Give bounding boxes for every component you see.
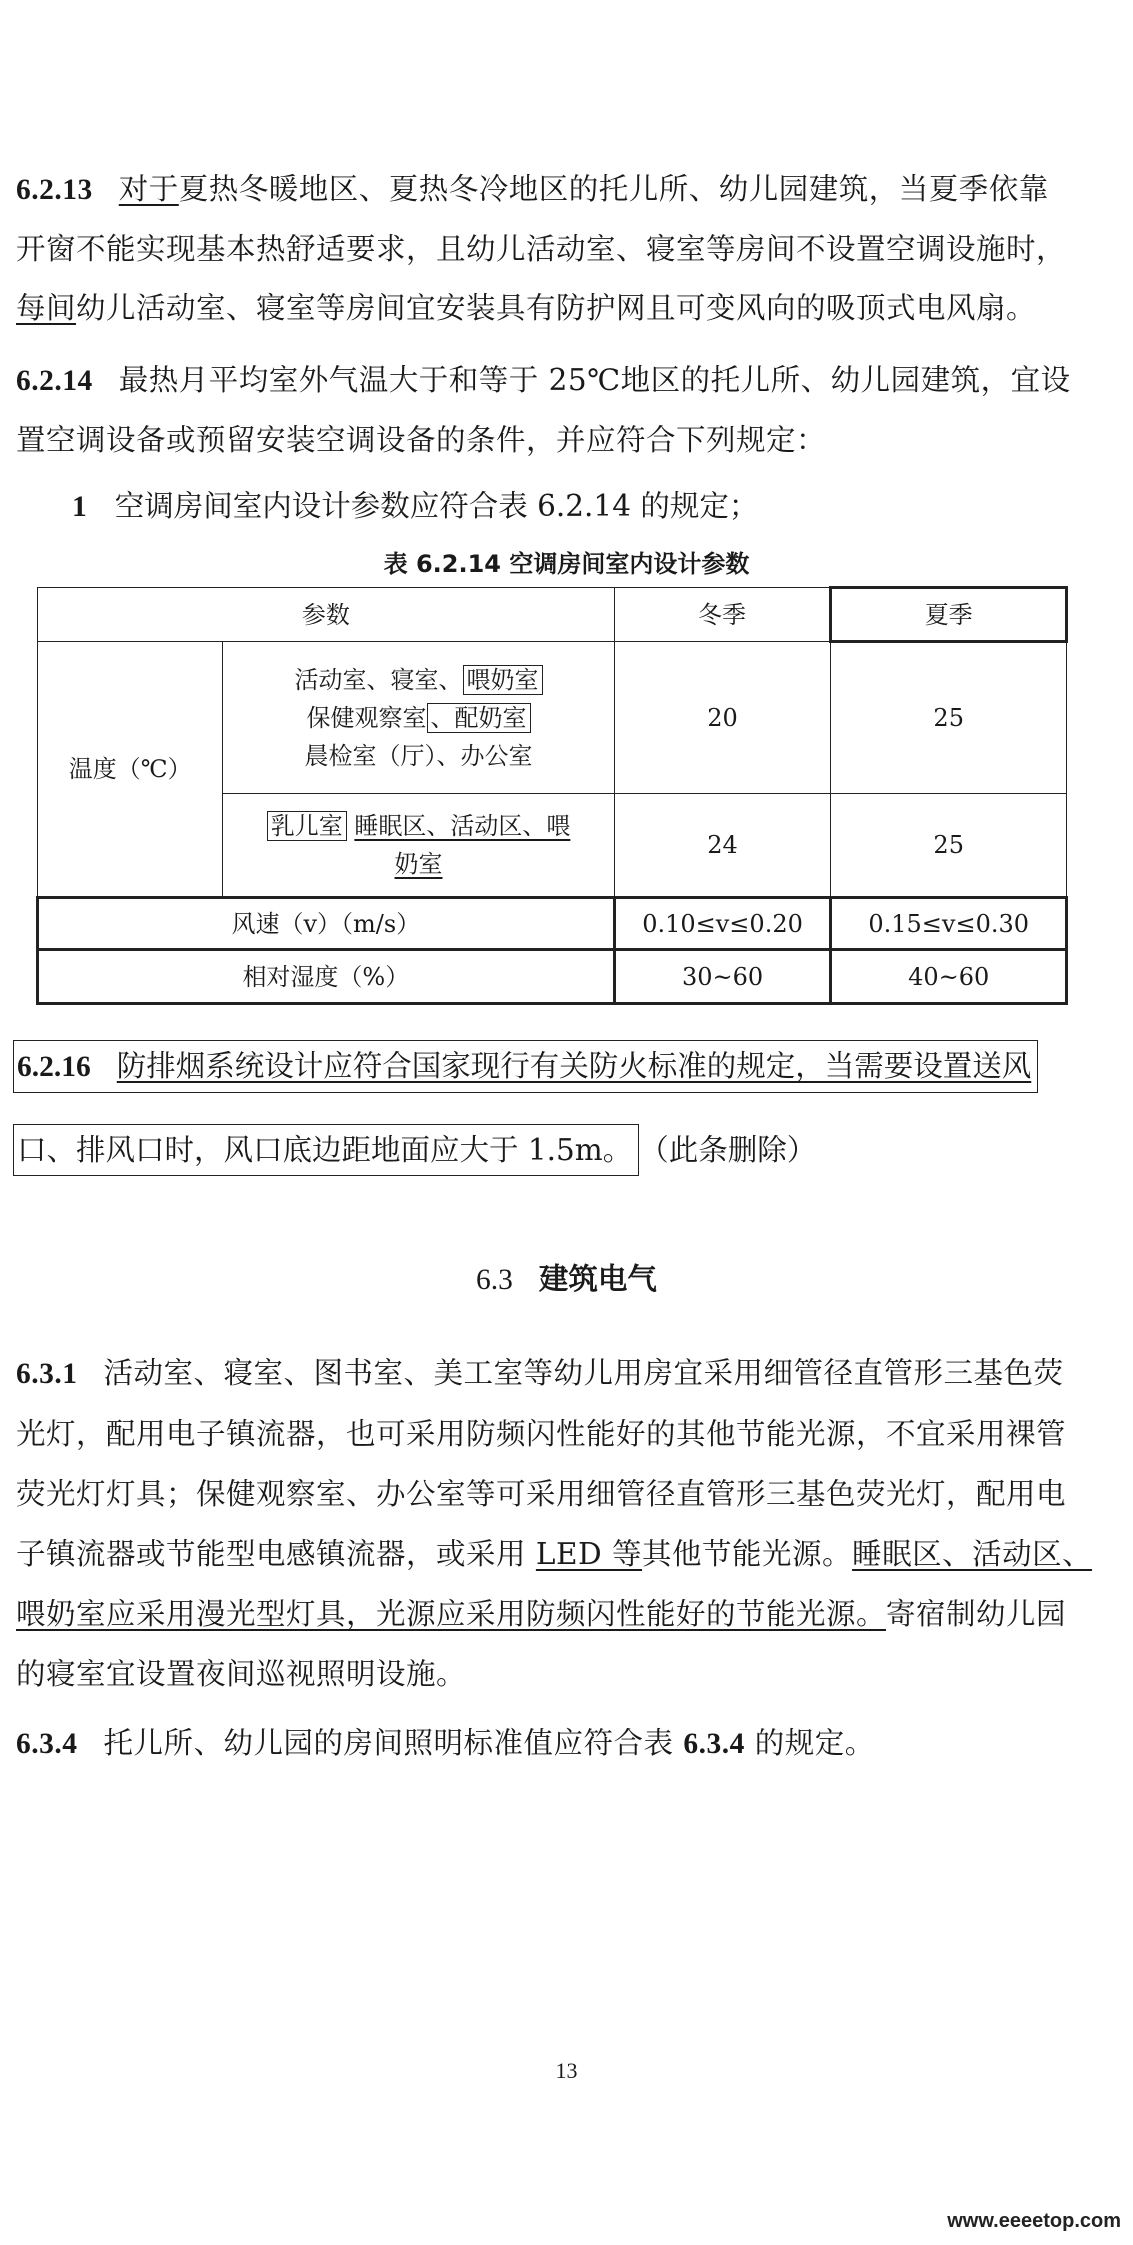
room-group-1 bbox=[223, 642, 614, 794]
temperature-label: 温度（℃） bbox=[38, 642, 223, 898]
design-parameter-table bbox=[36, 586, 1068, 1005]
clause-line: 开窗不能实现基本热舒适要求，且幼儿活动室、寝室等房间不设置空调设施时， bbox=[16, 232, 1067, 266]
header-param: 参数 bbox=[38, 588, 615, 642]
humidity-label: 相对湿度（%） bbox=[38, 950, 615, 1004]
value-summer-temp-2: 25 bbox=[831, 794, 1067, 898]
clause-text: 寄宿制幼儿园 bbox=[886, 1597, 1067, 1631]
clause-text: 托儿所、幼儿园的房间照明标准值应符合表 bbox=[103, 1726, 684, 1760]
clause-6-3-4 bbox=[16, 1714, 1118, 1774]
humidity-summer: 40~60 bbox=[831, 950, 1067, 1004]
clause-item-1 bbox=[72, 483, 758, 530]
boxed-room: 喂奶室 bbox=[463, 665, 543, 695]
room-group-2 bbox=[223, 794, 614, 898]
underlined-text: 对于 bbox=[118, 172, 179, 206]
clause-number: 6.3.1 bbox=[16, 1358, 78, 1390]
section-number: 6.3 bbox=[476, 1264, 513, 1296]
clause-number: 6.2.14 bbox=[16, 365, 93, 397]
boxed-room: 乳儿室 bbox=[267, 811, 347, 841]
clause-text: 子镇流器或节能型电感镇流器，或采用 bbox=[16, 1537, 536, 1571]
underlined-text: 每间 bbox=[16, 291, 77, 325]
underlined-text: 防排烟系统设计应符合国家现行有关防火标准的规定，当需要设置送风 bbox=[116, 1049, 1032, 1083]
clause-line: 置空调设备或预留安装空调设备的条件，并应符合下列规定： bbox=[16, 423, 827, 457]
room-line bbox=[223, 845, 613, 883]
clause-text: 其他节能光源。 bbox=[642, 1537, 853, 1571]
clause-text: 的规定。 bbox=[744, 1726, 875, 1760]
section-title: 建筑电气 bbox=[538, 1261, 657, 1296]
wind-speed-summer: 0.15≤v≤0.30 bbox=[831, 898, 1067, 950]
underlined-room: 睡眠区、活动区、喂 bbox=[354, 812, 571, 840]
room-line bbox=[223, 661, 613, 699]
clause-6-2-16-line2 bbox=[13, 1124, 816, 1176]
clause-text: 最热月平均室外气温大于和等于 25℃地区的托儿所、幼儿园建筑，宜设 bbox=[118, 363, 1071, 397]
clause-line bbox=[16, 279, 1118, 338]
clause-text: 幼儿活动室、寝室等房间宜安装具有防护网且可变风向的吸顶式电风扇。 bbox=[76, 291, 1037, 325]
clause-line: 的寝室宜设置夜间巡视照明设施。 bbox=[16, 1657, 467, 1691]
clause-6-2-14 bbox=[16, 351, 1118, 470]
room-text: 保健观察室 bbox=[306, 703, 427, 732]
section-heading bbox=[0, 1254, 1133, 1305]
deletion-note: （此条删除） bbox=[639, 1133, 817, 1167]
item-number: 1 bbox=[72, 491, 87, 523]
boxed-room: 、配奶室 bbox=[427, 703, 531, 733]
value-summer-temp-1: 25 bbox=[831, 642, 1067, 794]
clause-line bbox=[16, 1584, 1118, 1644]
clause-line bbox=[16, 351, 1118, 411]
clause-number: 6.2.16 bbox=[17, 1051, 91, 1083]
value-winter-temp-1: 20 bbox=[614, 642, 831, 794]
page-number: 13 bbox=[555, 2058, 578, 2083]
deleted-clause-frame bbox=[13, 1124, 639, 1176]
header-winter: 冬季 bbox=[614, 588, 831, 642]
item-text: 空调房间室内设计参数应符合表 6.2.14 的规定； bbox=[114, 489, 759, 523]
wind-speed-winter: 0.10≤v≤0.20 bbox=[614, 898, 831, 950]
deleted-clause-frame bbox=[13, 1040, 1038, 1093]
value-winter-temp-2: 24 bbox=[614, 794, 831, 898]
clause-line bbox=[16, 1714, 1118, 1774]
wind-speed-label: 风速（v）（m/s） bbox=[38, 898, 615, 950]
table-reference: 6.3.4 bbox=[683, 1728, 745, 1760]
table-caption: 表 6.2.14 空调房间室内设计参数 bbox=[383, 550, 750, 578]
underlined-text: 喂奶室应采用漫光型灯具，光源应采用防频闪性能好的节能光源。 bbox=[16, 1597, 887, 1631]
clause-6-2-16-line1 bbox=[13, 1040, 1038, 1093]
clause-text: 口、排风口时，风口底边距地面应大于 1.5m。 bbox=[17, 1133, 633, 1167]
clause-line bbox=[16, 1524, 1118, 1584]
header-summer: 夏季 bbox=[831, 588, 1067, 642]
underlined-text: 睡眠区、活动区、 bbox=[852, 1537, 1093, 1571]
clause-6-3-1 bbox=[16, 1343, 1118, 1704]
room-line bbox=[223, 807, 613, 845]
clause-text: 活动室、寝室、图书室、美工室等幼儿用房宜采用细管径直管形三基色荧 bbox=[103, 1356, 1064, 1390]
clause-line bbox=[16, 160, 1118, 220]
room-line: 晨检室（厅）、办公室 bbox=[304, 741, 533, 770]
underlined-text: LED 等 bbox=[535, 1537, 643, 1571]
humidity-winter: 30~60 bbox=[614, 950, 831, 1004]
clause-6-2-13 bbox=[16, 160, 1118, 338]
clause-line bbox=[16, 1343, 1118, 1404]
clause-number: 6.2.13 bbox=[16, 174, 93, 206]
clause-text: 夏热冬暖地区、夏热冬冷地区的托儿所、幼儿园建筑，当夏季依靠 bbox=[178, 172, 1049, 206]
room-line bbox=[223, 699, 613, 737]
clause-number: 6.3.4 bbox=[16, 1728, 78, 1760]
clause-line: 荧光灯灯具；保健观察室、办公室等可采用细管径直管形三基色荧光灯，配用电 bbox=[16, 1477, 1067, 1511]
watermark: www.eeeetop.com bbox=[947, 2210, 1121, 2232]
room-text: 活动室、寝室、 bbox=[294, 665, 463, 694]
underlined-room: 奶室 bbox=[394, 850, 443, 878]
clause-line: 光灯，配用电子镇流器，也可采用防频闪性能好的其他节能光源，不宜采用裸管 bbox=[16, 1417, 1067, 1451]
